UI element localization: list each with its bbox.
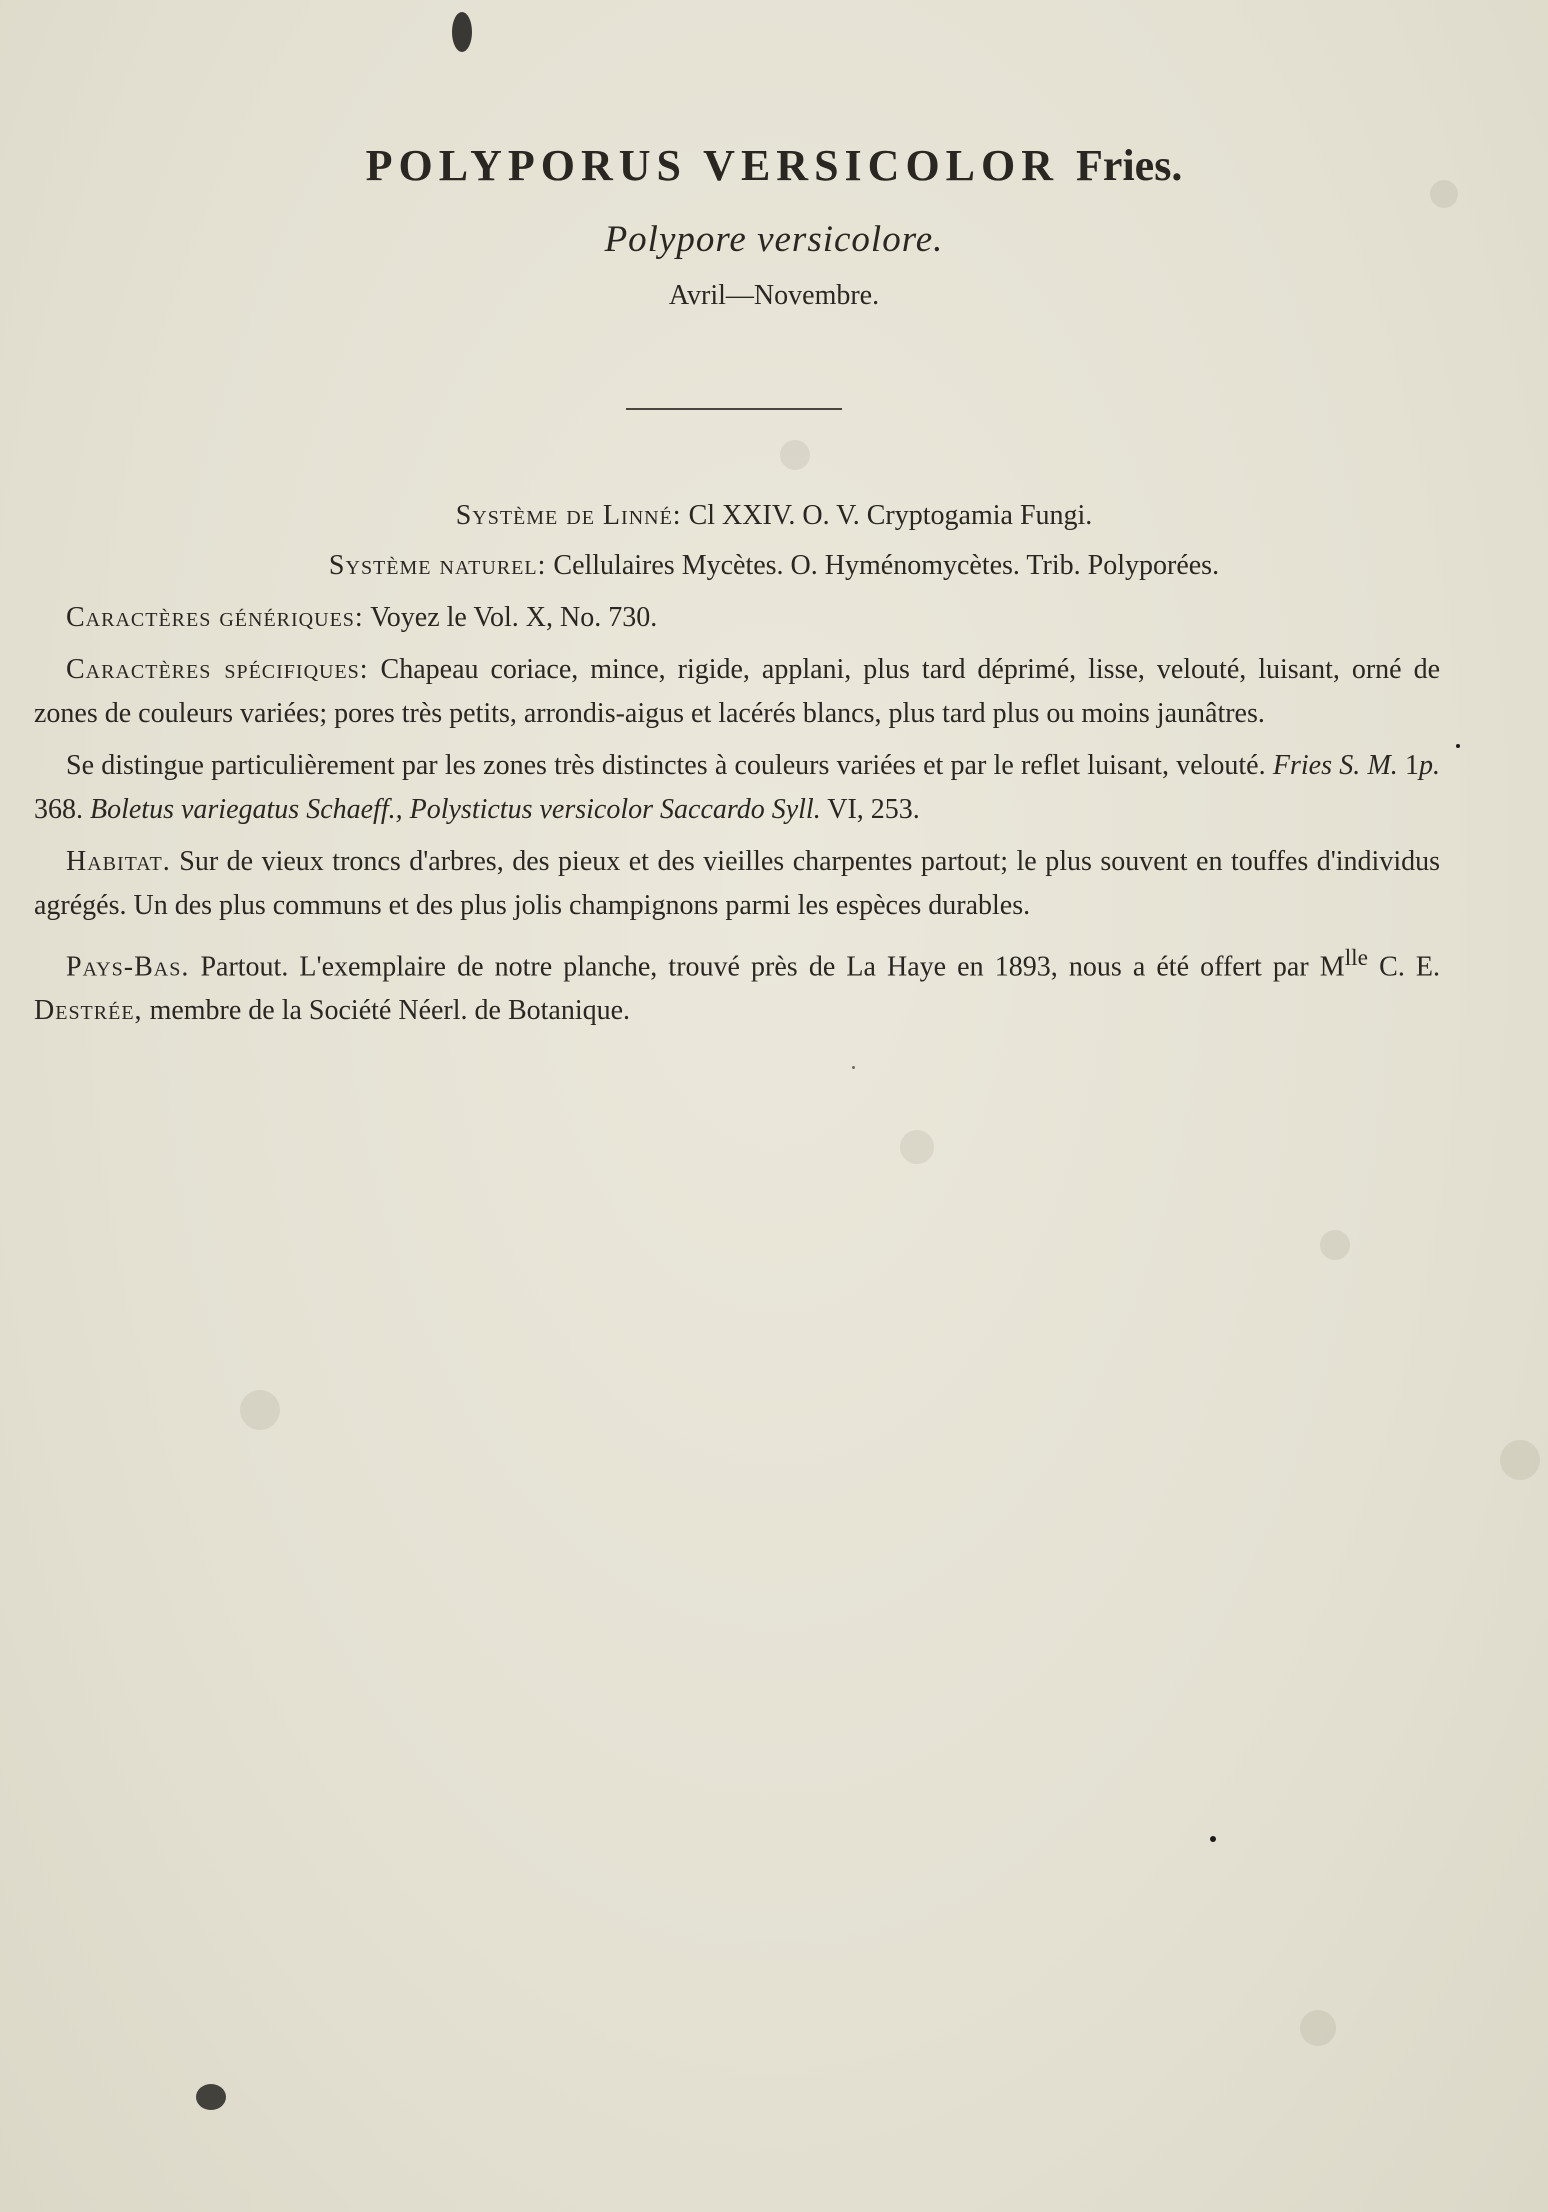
stain-4 [1500, 1440, 1540, 1480]
stain-1 [780, 440, 810, 470]
reference-polystictus: Polystictus versicolor Saccardo Syll. [409, 794, 821, 825]
habitat-label: Habitat. [66, 846, 171, 877]
systeme-naturel-value: Cellulaires Mycètes. O. Hyménomycètes. Trib. Polyporées. [553, 550, 1220, 581]
paragraph-generiques [34, 596, 1440, 640]
reference-boletus: Boletus variegatus Schaeff., [90, 794, 403, 825]
pays-bas-label: Pays-Bas. [66, 951, 190, 983]
paragraph-pays-bas [34, 936, 1440, 1033]
paragraph-habitat [34, 840, 1440, 928]
season: Avril—Novembre. [668, 280, 880, 311]
reference-syll-volume: VI, 253. [827, 794, 920, 825]
systeme-linne-value: Cl XXIV. O. V. Cryptogamia Fungi. [688, 500, 1093, 531]
pays-bas-text-c: membre de la Société Néerl. de Botanique. [149, 995, 631, 1027]
generiques-text: Voyez le Vol. X, No. 730. [370, 602, 658, 633]
systeme-linne [0, 500, 1548, 532]
reference-fries: Fries S. M. [1272, 750, 1398, 781]
distingue-text: Se distingue particulièrement par les zones très distinctes à couleurs variées et par le reflet luisant, velouté. [66, 750, 1266, 781]
stain-5 [1320, 1230, 1350, 1260]
species-name: POLYPORUS VERSICOLOR [365, 141, 1060, 190]
stain-6 [240, 1390, 280, 1430]
specifiques-label: Caractères spécifiques: [66, 654, 369, 685]
specifiques-text: Chapeau coriace, mince, rigide, applani, plus tard déprimé, lisse, velouté, luisant, orné de zones de couleurs variées; pores très petits, arrondis-aigus et lacérés blancs, plus tard plus ou moins jaunâtres. [34, 654, 1440, 729]
ink-spot-top [452, 12, 472, 52]
systeme-linne-label: Système de Linné: [455, 500, 682, 531]
pays-bas-name: Destrée, [34, 995, 143, 1027]
reference-fries-page-a: 1 [1405, 750, 1420, 781]
speck-right [1210, 1836, 1216, 1842]
reference-fries-page-c: 368. [34, 794, 83, 825]
paragraph-distingue [34, 744, 1440, 832]
stain-2 [900, 1130, 934, 1164]
systeme-naturel [0, 550, 1548, 582]
description-body [34, 596, 1440, 1041]
ink-spot-bottom-left [196, 2084, 226, 2110]
paragraph-specifiques [34, 648, 1440, 736]
reference-fries-page-b: p. [1419, 750, 1441, 781]
speck-center [852, 1066, 855, 1069]
common-name: Polypore versicolore. [604, 219, 944, 260]
species-author: Fries. [1076, 141, 1183, 190]
systeme-naturel-label: Système naturel: [328, 550, 547, 581]
divider-rule [626, 408, 842, 410]
generiques-label: Caractères génériques: [66, 602, 364, 633]
stain-7 [1300, 2010, 1336, 2046]
speck-margin [1456, 744, 1460, 748]
pays-bas-text-b: C. E. [1379, 951, 1441, 983]
pays-bas-superscript: lle [1344, 945, 1369, 971]
page-title [0, 140, 1548, 191]
pays-bas-text-a: Partout. L'exemplaire de notre planche, trouvé près de La Haye en 1893, nous a été offert par M [200, 951, 1345, 983]
habitat-text: Sur de vieux troncs d'arbres, des pieux et des vieilles charpentes partout; le plus souvent en touffes d'individus agrégés. Un des plus communs et des plus jolis champignons parmi les espèces durables. [34, 846, 1441, 921]
